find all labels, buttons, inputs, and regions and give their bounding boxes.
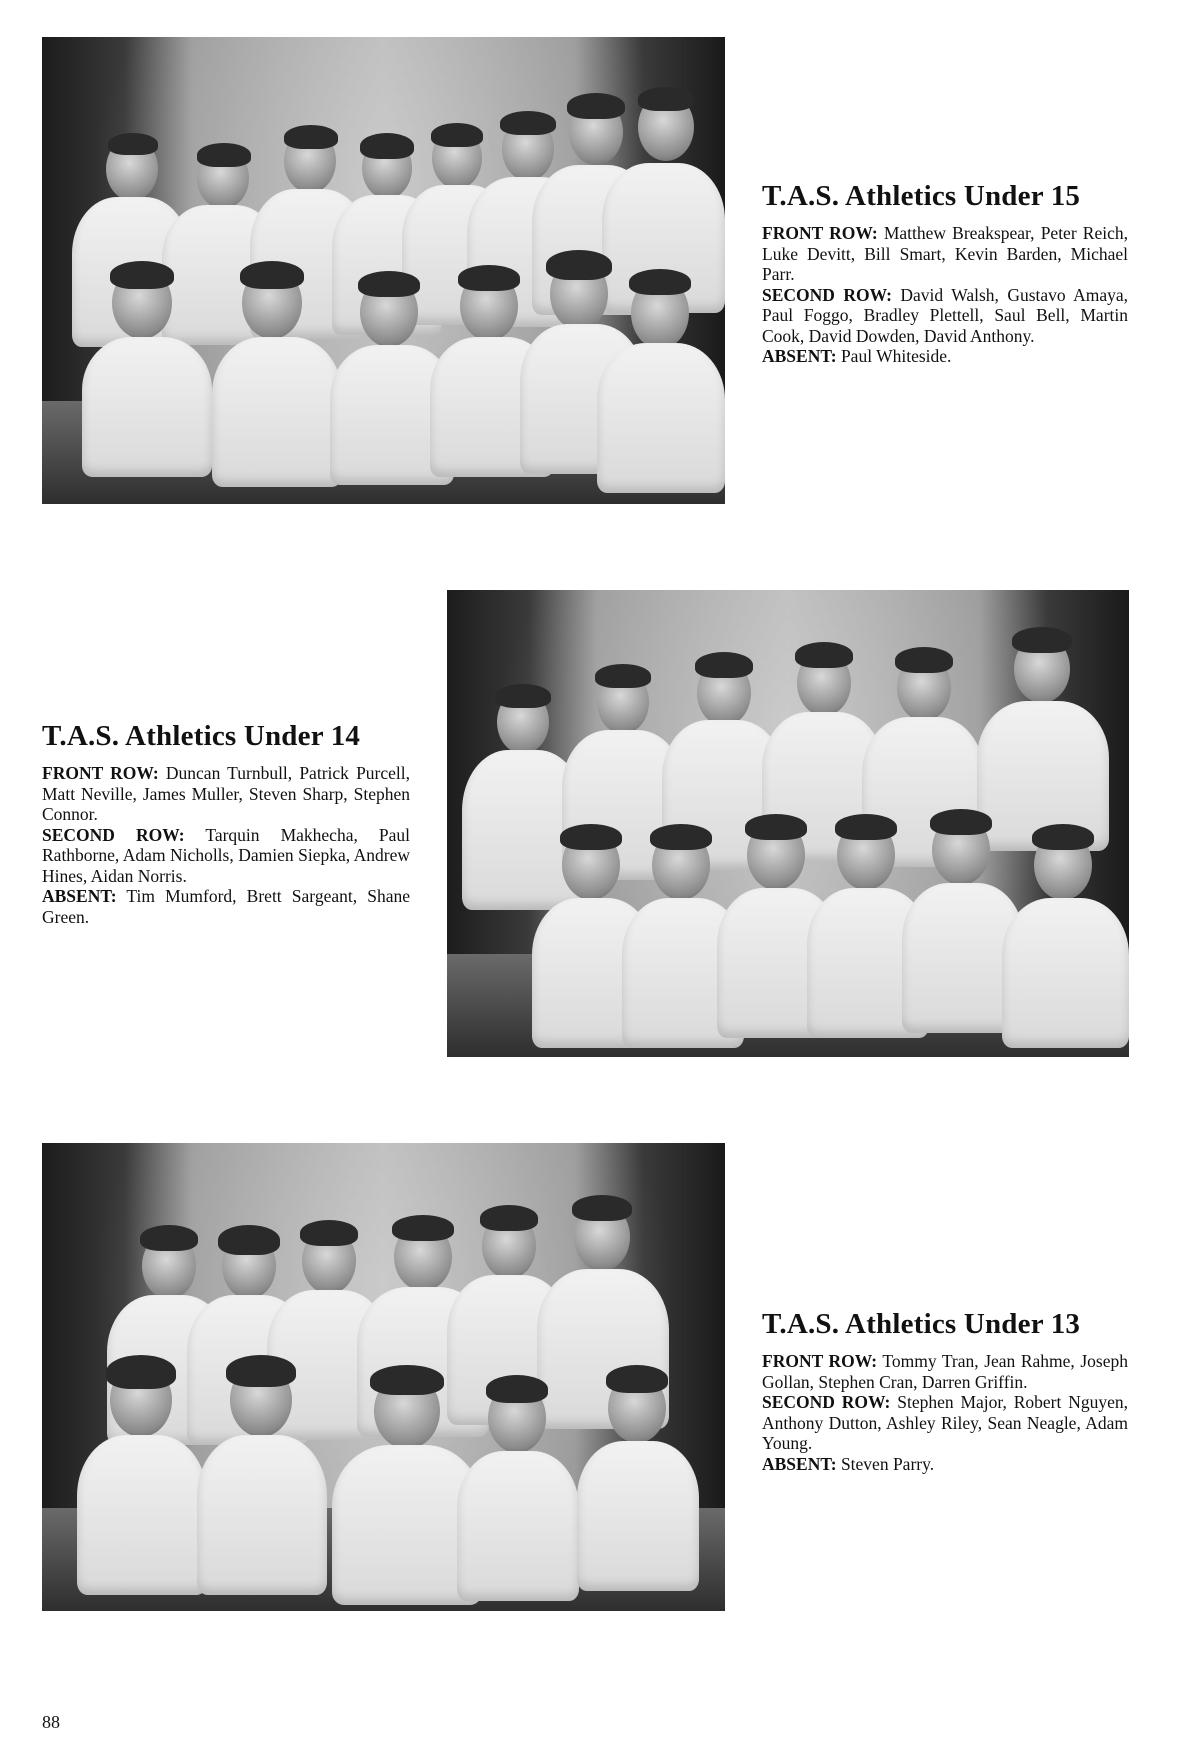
- names-second-row: SECOND ROW: Stephen Major, Robert Nguyen, Anthony Dutton, Ashley Riley, Sean Neagle, Adam Young.: [762, 1392, 1128, 1453]
- person-figure: [992, 790, 1129, 1057]
- names-second-row: SECOND ROW: David Walsh, Gustavo Amaya, Paul Foggo, Bradley Plettell, Saul Bell, Martin Cook, David Dowden, David Anthony.: [762, 284, 1129, 346]
- team-photo-under-13: [42, 1143, 725, 1611]
- caption-under-15: [762, 180, 1128, 367]
- names-front-row: FRONT ROW: Tommy Tran, Jean Rahme, Joseph Gollan, Stephen Cran, Darren Griffin.: [762, 1351, 1129, 1392]
- names-absent: ABSENT: Steven Parry.: [762, 1453, 935, 1474]
- team-photo-under-15: [42, 37, 725, 504]
- section-title: T.A.S. Athletics Under 13: [762, 1308, 1081, 1340]
- caption-under-13: [762, 1308, 1128, 1474]
- caption-under-14: [42, 720, 410, 927]
- page-number: 88: [42, 1712, 60, 1732]
- team-photo-under-14: [447, 590, 1129, 1057]
- names-front-row: FRONT ROW: Matthew Breakspear, Peter Reich, Luke Devitt, Bill Smart, Kevin Barden, Michael Parr.: [762, 223, 1128, 284]
- person-figure: [182, 1323, 342, 1611]
- names-second-row: SECOND ROW: Tarquin Makhecha, Paul Rathborne, Adam Nicholls, Damien Siepka, Andrew Hines, Aidan Norris.: [42, 824, 411, 886]
- person-figure: [587, 227, 725, 504]
- section-title: T.A.S. Athletics Under 15: [762, 180, 1081, 212]
- person-figure: [562, 1333, 712, 1611]
- names-front-row: FRONT ROW: Duncan Turnbull, Patrick Purcell, Matt Neville, James Muller, Steven Sharp, Stephen Connor.: [42, 763, 411, 824]
- names-absent: ABSENT: Paul Whiteside.: [762, 346, 952, 366]
- names-absent: ABSENT: Tim Mumford, Brett Sargeant, Shane Green.: [42, 886, 410, 927]
- section-title: T.A.S. Athletics Under 14: [42, 720, 361, 752]
